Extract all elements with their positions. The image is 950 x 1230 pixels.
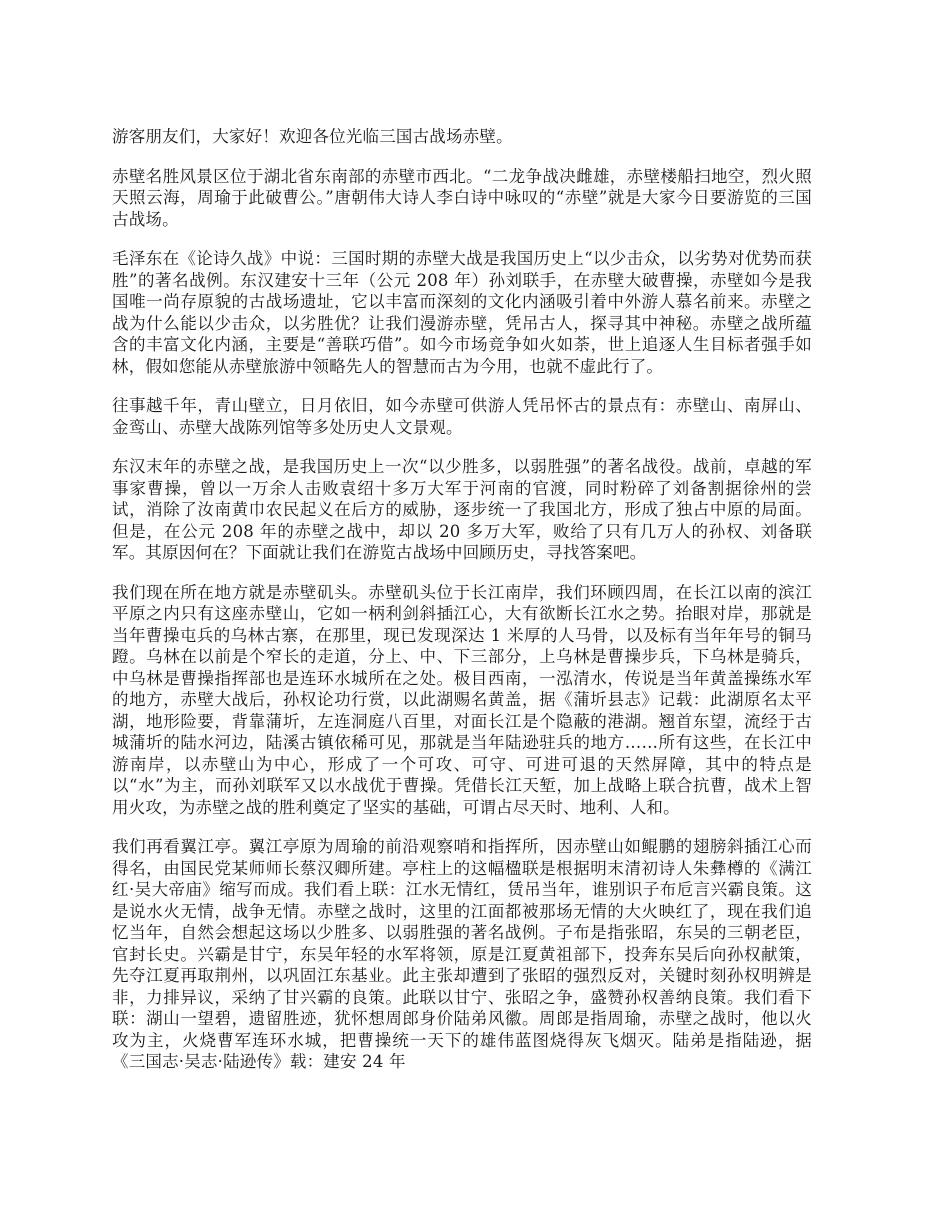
paragraph-yijiang-pavilion: 我们再看翼江亭。翼江亭原为周瑜的前沿观察哨和指挥所，因赤壁山如鲲鹏的翅膀斜插江心而得名，由国民党某师师长蔡汉卿所建。亭柱上的这幅楹联是根据明末清初诗人朱彝樽的《满江红·吴大帝庙》缩写而成。我们看上联：江水无情红，赁吊当年，谁别识子布卮言兴霸良策。这是说水火无情，战争无情。赤壁之战时，这里的江面都被那场无情的大火映红了，现在我们追忆当年，自然会想起这场以少胜多、以弱胜强的著名战例。子布是指张昭，东吴的三朝老臣，官封长史。兴霸是甘宁，东吴年轻的水军将领，原是江夏黄祖部下，投奔东吴后向孙权献策，先夺江夏再取荆州，以巩固江东基业。此主张却遭到了张昭的强烈反对，关键时刻孙权明辨是非，力排异议，采纳了甘兴霸的良策。此联以甘宁、张昭之争，盛赞孙权善纳良策。我们看下联：湖山一望碧，遗留胜迹，犹怀想周郎身价陆弟风徽。周郎是指周瑜，赤壁之战时，他以火攻为主，火烧曹军连环水城，把曹操统一天下的雄伟蓝图烧得灰飞烟灭。陆弟是指陆逊，据《三国志·吴志·陆逊传》载：建安 24 年 — [112, 837, 812, 1071]
paragraph-chibi-jitou: 我们现在所在地方就是赤壁矶头。赤壁矶头位于长江南岸，我们环顾四周，在长江以南的滨江平原之内只有这座赤壁山，它如一柄利剑斜插江心，大有欲断长江水之势。抬眼对岸，那就是当年曹操屯兵的乌林古寨，在那里，现已发现深达 1 米厚的人马骨，以及标有当年年号的铜马蹬。乌林在以前是个窄长的走道，分上、中、下三部分，上乌林是曹操步兵，下乌林是骑兵，中乌林是曹操指挥部也是连环水城所在之处。极目西南，一泓清水，传说是当年黄盖操练水军的地方，赤壁大战后，孙权论功行赏，以此湖赐名黄盖，据《蒲圻县志》记载：此湖原名太平湖，地形险要，背靠蒲圻，左连洞庭八百里，对面长江是个隐蔽的港湖。翘首东望，流经于古城蒲圻的陆水河边，陆溪古镇依稀可见，那就是当年陆逊驻兵的地方……所有这些，在长江中游南岸，以赤壁山为中心，形成了一个可攻、可守、可进可退的天然屏障，其中的特点是以“水”为主，而孙刘联军又以水战优于曹操。凭借长江天堑，加上战略上联合抗曹，战术上智用火攻，为赤壁之战的胜利奠定了坚实的基础，可谓占尽天时、地利、人和。 — [112, 582, 812, 817]
paragraph-battle-history: 东汉末年的赤壁之战，是我国历史上一次“以少胜多，以弱胜强”的著名战役。战前，卓越的军事家曹操，曾以一万余人击败袁绍十多万大军于河南的官渡，同时粉碎了刘备割据徐州的尝试，消除了汝南黄巾农民起义在后方的威胁，逐步统一了我国北方，形成了独占中原的局面。但是，在公元 208 年的赤壁之战中，却以 20 多万大军，败给了只有几万人的孙权、刘备联军。其原因何在？下面就让我们在游览古战场中回顾历史，寻找答案吧。 — [112, 457, 812, 562]
paragraph-scenic-spots: 往事越千年，青山壁立，日月依旧，如今赤壁可供游人凭吊怀古的景点有：赤壁山、南屏山、金鸾山、赤壁大战陈列馆等多处历史人文景观。 — [112, 396, 812, 437]
paragraph-greeting: 游客朋友们，大家好！欢迎各位光临三国古战场赤壁。 — [112, 127, 513, 146]
paragraph-mao-zedong-quote: 毛泽东在《论诗久战》中说：三国时期的赤壁大战是我国历史上“以少击众，以劣势对优势而获胜”的著名战例。东汉建安十三年（公元 208 年）孙刘联手，在赤壁大破曹操，赤壁如今是我国唯一尚存原貌的古战场遗址，它以丰富而深刻的文化内涵吸引着中外游人慕名前来。赤壁之战为什么能以少击众，以劣胜优？让我们漫游赤壁，凭吊古人，探寻其中神秘。赤壁之战所蕴含的丰富文化内涵，主要是“善联巧借”。如今市场竞争如火如荼，世上追逐人生目标者强手如林，假如您能从赤壁旅游中领略先人的智慧而古为今用，也就不虚此行了。 — [112, 249, 812, 376]
paragraph-location: 赤壁名胜风景区位于湖北省东南部的赤壁市西北。“二龙争战决雌雄，赤壁楼船扫地空，烈火照天照云海，周瑜于此破曹公。”唐朝伟大诗人李白诗中咏叹的“赤壁”就是大家今日要游览的三国古战场。 — [112, 166, 812, 229]
